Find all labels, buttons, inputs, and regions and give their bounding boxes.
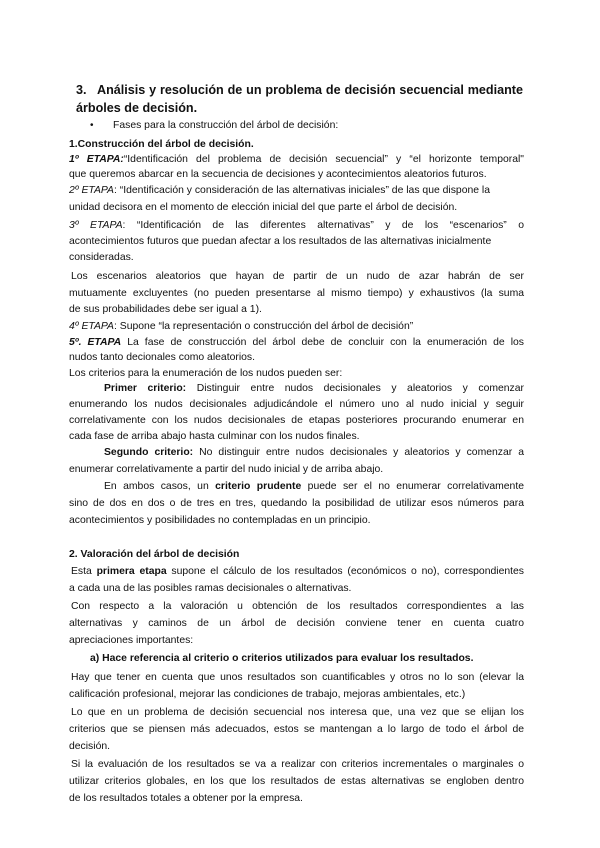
bullet-text: Fases para la construcción del árbol de decisión: xyxy=(113,120,339,131)
second-criterion-line-1: Segundo criterio: No distinguir entre nudos decisionales y aleatorios y comenzar a xyxy=(104,447,524,458)
respect-line-1: Con respecto a la valoración u obtención de los resultados correspondientes a las xyxy=(71,601,524,612)
first-stage-line-2: a cada una de las posibles ramas decisionales o alternativas. xyxy=(69,583,352,594)
stage-2-line-2: unidad decisora en el momento de elección inicial del que parte el árbol de decisión. xyxy=(69,202,458,213)
point-a: a) Hace referencia al criterio o criterios utilizados para evaluar los resultados. xyxy=(90,653,474,664)
second-criterion-line-2: enumerar correlativamente a partir del nudo inicial y de arriba abajo. xyxy=(69,464,384,475)
section-title: Análisis y resolución de un problema de decisión secuencial mediante xyxy=(97,83,523,97)
stage-3-line-3: consideradas. xyxy=(69,252,134,263)
first-stage-line-1: Esta primera etapa supone el cálculo de los resultados (económicos o no), correspondientes xyxy=(71,566,524,577)
first-criterion-line-2: enumerando los nudos decisionales adjudicándole el número uno al nudo inicial y seguir xyxy=(69,399,524,410)
interest-line-3: decisión. xyxy=(69,741,111,752)
first-criterion-line-3: correlativamente con los nudos decisionales de etapas posteriores procurando enumerar en xyxy=(69,415,524,426)
scenarios-line-3: de sus probabilidades debe ser igual a 1). xyxy=(69,304,262,315)
stage-5-line-1: 5º. ETAPA La fase de construcción del árbol debe de concluir con la enumeración de los xyxy=(69,337,524,348)
first-criterion-line-1: Primer criterio: Distinguir entre nudos decisionales y aleatorios y comenzar xyxy=(104,383,524,394)
section-number: 3. xyxy=(76,83,87,97)
evaluation-line-1: Si la evaluación de los resultados se va a realizar con criterios incrementales o marginales o xyxy=(71,759,524,770)
criteria-intro: Los criterios para la enumeración de los nudos pueden ser: xyxy=(69,368,343,379)
both-cases-line-1: En ambos casos, un criterio prudente puede ser el no enumerar correlativamente xyxy=(104,481,524,492)
both-cases-line-2: sino de dos en dos o de tres en tres, quedando la posibilidad de utilizar esos números para xyxy=(69,498,524,509)
subsection-heading-construction: 1.Construcción del árbol de decisión. xyxy=(69,139,254,150)
first-criterion-line-4: cada fase de arriba abajo hasta culminar con los nudos finales. xyxy=(69,431,360,442)
results-line-2: calificación profesional, mejorar las condiciones de trabajo, mejoras ambientales, etc.) xyxy=(69,689,466,700)
stage-2-line-1: 2º ETAPA: “Identificación y consideración de las alternativas iniciales” de las que dispone la xyxy=(69,185,491,196)
both-cases-line-3: acontecimientos y posibilidades no contempladas en un principio. xyxy=(69,515,371,526)
scenarios-line-1: Los escenarios aleatorios que hayan de partir de un nudo de azar habrán de ser xyxy=(71,271,524,282)
subsection-heading-valuation: 2. Valoración del árbol de decisión xyxy=(69,549,240,560)
scenarios-line-2: mutuamente excluyentes (no pueden presentarse al mismo tiempo) y exhaustivos (la suma xyxy=(69,288,524,299)
stage-3-line-1: 3º ETAPA: “Identificación de las diferentes alternativas” y de los “escenarios” o xyxy=(69,220,524,231)
results-line-1: Hay que tener en cuenta que unos resultados son cuantificables y otros no lo son (elevar la xyxy=(71,672,524,683)
interest-line-1: Lo que en un problema de decisión secuencial nos interesa que, una vez que se elijan los xyxy=(71,707,524,718)
bullet-icon: • xyxy=(90,120,94,131)
stage-3-line-2: acontecimientos futuros que puedan afectar a los resultados de las alternativas inicialmente xyxy=(69,236,492,247)
stage-1-line-2: que queremos abarcar en la secuencia de decisiones y acontecimientos aleatorios futuros. xyxy=(69,169,487,180)
interest-line-2: criterios que se piensen más adecuados, estos se mantengan a lo largo de todo el árbol de xyxy=(69,724,524,735)
respect-line-2: alternativas y caminos de un árbol de decisión conviene tener en cuenta cuatro xyxy=(69,618,524,629)
evaluation-line-3: de los resultados totales a obtener por la empresa. xyxy=(69,793,303,804)
stage-5-line-2: nudos tanto decionales como aleatorios. xyxy=(69,352,255,363)
respect-line-3: apreciaciones importantes: xyxy=(69,635,194,646)
section-title-continued: árboles de decisión. xyxy=(76,101,198,115)
stage-4: 4º ETAPA: Supone “la representación o construcción del árbol de decisión” xyxy=(69,321,414,332)
stage-1-line-1: 1º ETAPA:“Identificación del problema de decisión secuencial” y “el horizonte temporal" xyxy=(69,154,524,165)
evaluation-line-2: utilizar criterios globales, en los que los resultados de estas alternativas se engloben dentro xyxy=(69,776,524,787)
